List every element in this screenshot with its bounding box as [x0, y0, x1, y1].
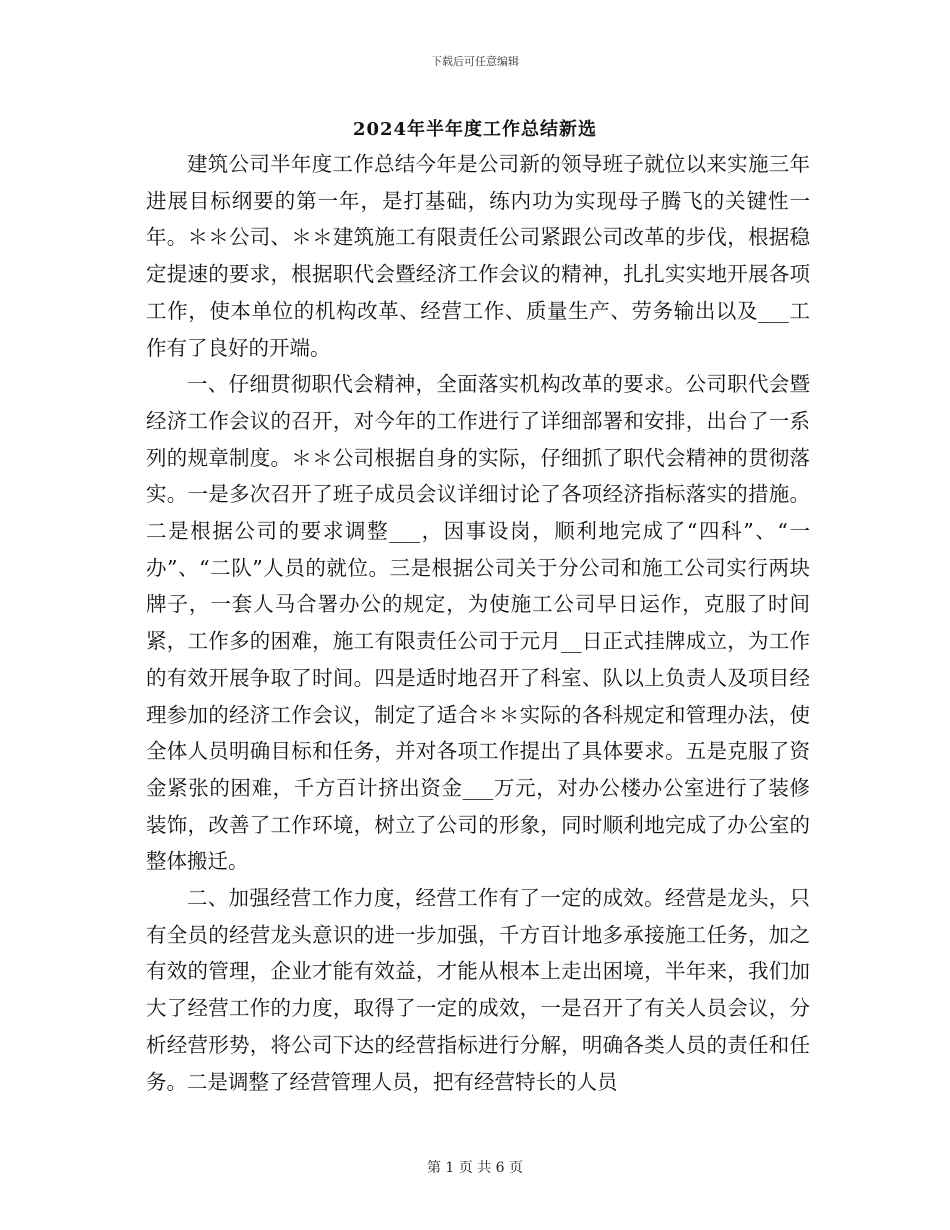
paragraph-section-2: 二、加强经营工作力度，经营工作有了一定的成效。经营是龙头，只有全员的经营龙头意识的进一步加强，千方百计地多承接施工任务，加之有效的管理，企业才能有效益，才能从根本上走出困境，半年来，我们加大了经营工作的力度，取得了一定的成效，一是召开了有关人员会议，分析经营形势，将公司下达的经营指标进行分解，明确各类人员的责任和任务。二是调整了经营管理人员，把有经营特长的人员 — [146, 886, 810, 1094]
document-title: 2024年半年度工作总结新选 — [352, 119, 598, 140]
page-footer: 第 1 页 共 6 页 — [426, 1160, 524, 1176]
header-note: 下载后可任意编辑 — [431, 55, 519, 68]
paragraph-intro: 建筑公司半年度工作总结今年是公司新的领导班子就位以来实施三年进展目标纲要的第一年，是打基础，练内功为实现母子腾飞的关键性一年。＊＊公司、＊＊建筑施工有限责任公司紧跟公司改革的步伐，根据稳定提速的要求，根据职代会暨经济工作会议的精神，扎扎实实地开展各项工作，使本单位的机构改革、经营工作、质量生产、劳务输出以及___工作有了良好的开端。 — [146, 152, 810, 360]
paragraph-section-1: 一、仔细贯彻职代会精神，全面落实机构改革的要求。公司职代会暨经济工作会议的召开，对今年的工作进行了详细部署和安排，出台了一系列的规章制度。＊＊公司根据自身的实际，仔细抓了职代会精神的贯彻落实。一是多次召开了班子成员会议详细讨论了各项经济指标落实的措施。二是根据公司的要求调整___，因事设岗，顺利地完成了“四科”、“一办”、“二队”人员的就位。三是根据公司关于分公司和施工公司实行两块牌子，一套人马合署办公的规定，为使施工公司早日运作，克服了时间紧，工作多的困难，施工有限责任公司于元月__日正式挂牌成立，为工作的有效开展争取了时间。四是适时地召开了科室、队以上负责人及项目经理参加的经济工作会议，制定了适合＊＊实际的各科规定和管理办法，使全体人员明确目标和任务，并对各项工作提出了具体要求。五是克服了资金紧张的困难，千方百计挤出资金___万元，对办公楼办公室进行了装修装饰，改善了工作环境，树立了公司的形象，同时顺利地完成了办公室的整体搬迁。 — [146, 372, 810, 874]
document-body — [146, 146, 810, 1100]
